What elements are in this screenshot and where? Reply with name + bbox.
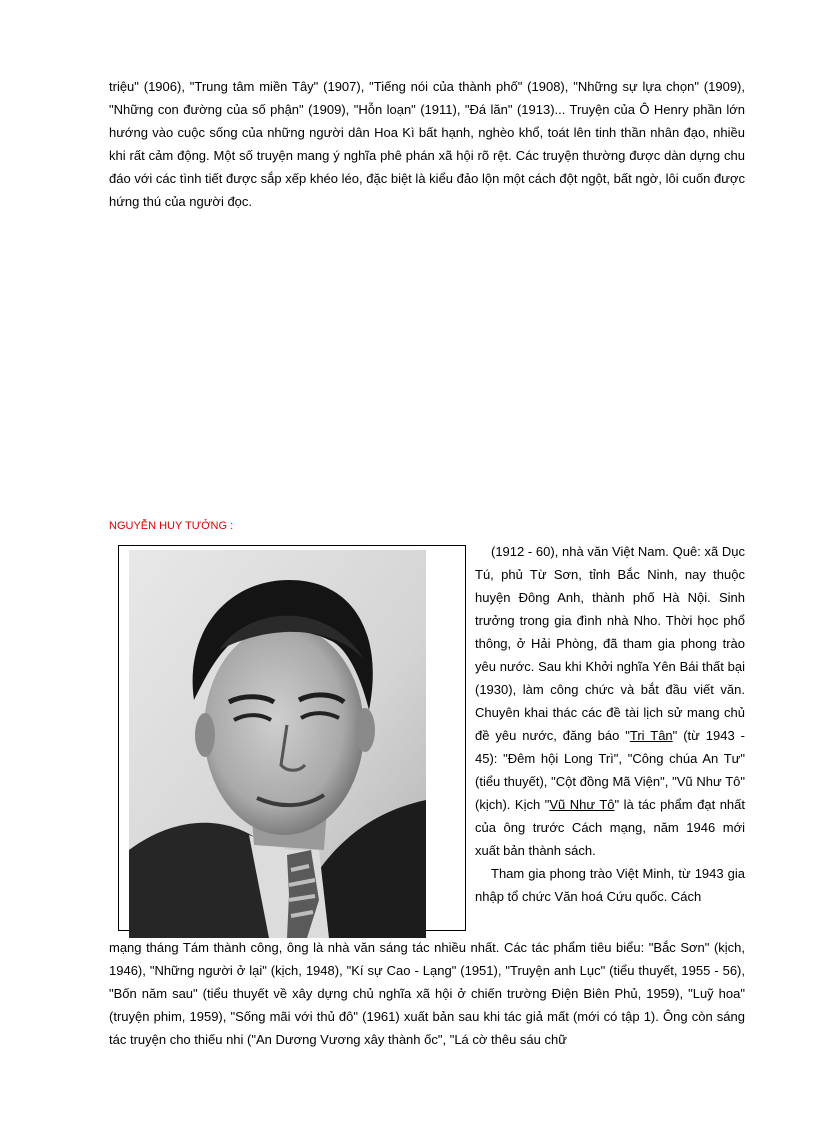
portrait-photo-icon	[129, 550, 426, 938]
bio-text-part-3: " là tác phẩm đạt nhất của ông trước Cách mạng, năm 1946 mới xuất bản thành sách.	[475, 797, 746, 858]
photo-frame	[118, 545, 466, 931]
vu-nhu-to-link[interactable]: Vũ Như Tô	[549, 797, 615, 812]
biography-side-text	[475, 540, 745, 908]
biography-paragraph-1	[475, 540, 745, 862]
biography-paragraph-2: Tham gia phong trào Việt Minh, từ 1943 gia nhập tổ chức Văn hoá Cứu quốc. Cách	[475, 866, 745, 904]
biography-continued-paragraph: mạng tháng Tám thành công, ông là nhà văn sáng tác nhiều nhất. Các tác phẩm tiêu biểu: "Bắc Sơn" (kịch, 1946), "Những người ở lại" (kịch, 1948), "Kí sự Cao - Lạng" (1951), "Truyện anh Lục" (tiểu thuyết, 1955 - 56), "Bốn năm sau" (tiểu thuyết về xây dựng chủ nghĩa xã hội ở chiến trường Điện Biên Phủ, 1959), "Luỹ hoa" (truyện phim, 1959), "Sống mãi với thủ đô" (1961) xuất bản sau khi tác giả mất (mới có tập 1). Ông còn sáng tác truyện cho thiếu nhi ("An Dương Vương xây thành ốc", "Lá cờ thêu sáu chữ	[109, 940, 745, 1047]
bio-text-part-2: " (từ 1943 - 45): "Đêm hội Long Trì", "Công chúa An Tư" (tiểu thuyết), "Cột đồng Mã Viện", "Vũ Như Tô" (kịch). Kịch "	[475, 728, 745, 812]
intro-paragraph: triệu" (1906), "Trung tâm miền Tây" (1907), "Tiếng nói của thành phố" (1908), "Những sự lựa chọn" (1909), "Những con đường của số phận" (1909), "Hỗn loạn" (1911), "Đá lăn" (1913)... Truyện của Ô Henry phần lớn hướng vào cuộc sống của những người dân Hoa Kì bất hạnh, nghèo khổ, toát lên tinh thần nhân đạo, nhiều khi rất cảm động. Một số truyện mang ý nghĩa phê phán xã hội rõ rệt. Các truyện thường được dàn dựng chu đáo với các tình tiết được sắp xếp khéo léo, đặc biệt là kiểu đảo lộn một cách đột ngột, bất ngờ, lôi cuốn được hứng thú của người đọc.	[109, 79, 745, 209]
bio-text-part-1: (1912 - 60), nhà văn Việt Nam. Quê: xã Dục Tú, phủ Từ Sơn, tỉnh Bắc Ninh, nay thuộc huyện Đông Anh, thành phố Hà Nội. Sinh trưởng trong gia đình nhà Nho. Thời học phổ thông, ở Hải Phòng, đã tham gia phong trào yêu nước. Sau khi Khởi nghĩa Yên Bái thất bại (1930), làm công chức và bắt đầu viết văn. Chuyên khai thác các đề tài lịch sử mang chủ đề yêu nước, đăng báo "	[475, 544, 745, 743]
tri-tan-link[interactable]: Tri Tân	[629, 728, 673, 743]
section-heading: NGUYỄN HUY TƯỞNG :	[109, 520, 234, 532]
